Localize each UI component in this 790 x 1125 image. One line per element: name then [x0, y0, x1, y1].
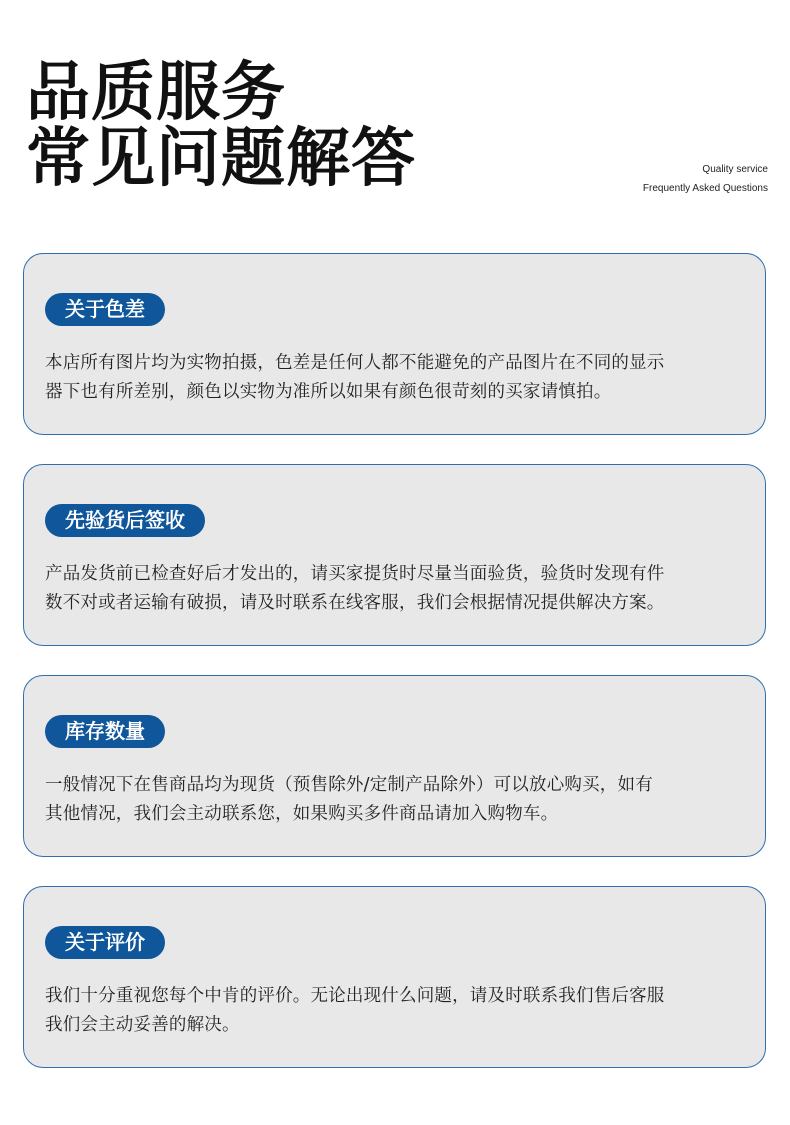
faq-heading-reviews: 关于评价 — [45, 926, 165, 959]
faq-answer-line: 一般情况下在售商品均为现货（预售除外/定制产品除外）可以放心购买，如有 — [45, 775, 653, 795]
faq-card-color-difference — [23, 253, 766, 435]
faq-answer-inspect-before-sign — [45, 560, 750, 618]
faq-card-inspect-before-sign — [23, 464, 766, 646]
faq-heading-inspect-before-sign: 先验货后签收 — [45, 504, 205, 537]
faq-card-stock-quantity — [23, 675, 766, 857]
faq-answer-line: 器下也有所差别，颜色以实物为准所以如果有颜色很苛刻的买家请慎拍。 — [45, 382, 612, 402]
page-title-line-2: 常见问题解答 — [26, 122, 416, 196]
faq-answer-line: 本店所有图片均为实物拍摄，色差是任何人都不能避免的产品图片在不同的显示 — [45, 353, 665, 373]
faq-answer-line: 数不对或者运输有破损，请及时联系在线客服，我们会根据情况提供解决方案。 — [45, 593, 665, 613]
faq-answer-stock-quantity — [45, 771, 750, 829]
page-subtitle-line-1: Quality service — [702, 164, 768, 175]
faq-answer-line: 其他情况，我们会主动联系您，如果购买多件商品请加入购物车。 — [45, 804, 559, 824]
faq-answer-color-difference — [45, 349, 750, 407]
faq-heading-color-difference: 关于色差 — [45, 293, 165, 326]
faq-answer-line: 产品发货前已检查好后才发出的，请买家提货时尽量当面验货，验货时发现有件 — [45, 564, 665, 584]
faq-card-reviews — [23, 886, 766, 1068]
page-title-line-1: 品质服务 — [26, 56, 286, 130]
page-header — [0, 0, 790, 220]
faq-heading-stock-quantity: 库存数量 — [45, 715, 165, 748]
faq-answer-line: 我们十分重视您每个中肯的评价。无论出现什么问题，请及时联系我们售后客服 — [45, 986, 665, 1006]
page-subtitle-line-2: Frequently Asked Questions — [642, 183, 768, 194]
faq-answer-reviews — [45, 982, 750, 1040]
faq-answer-line: 我们会主动妥善的解决。 — [45, 1015, 240, 1035]
